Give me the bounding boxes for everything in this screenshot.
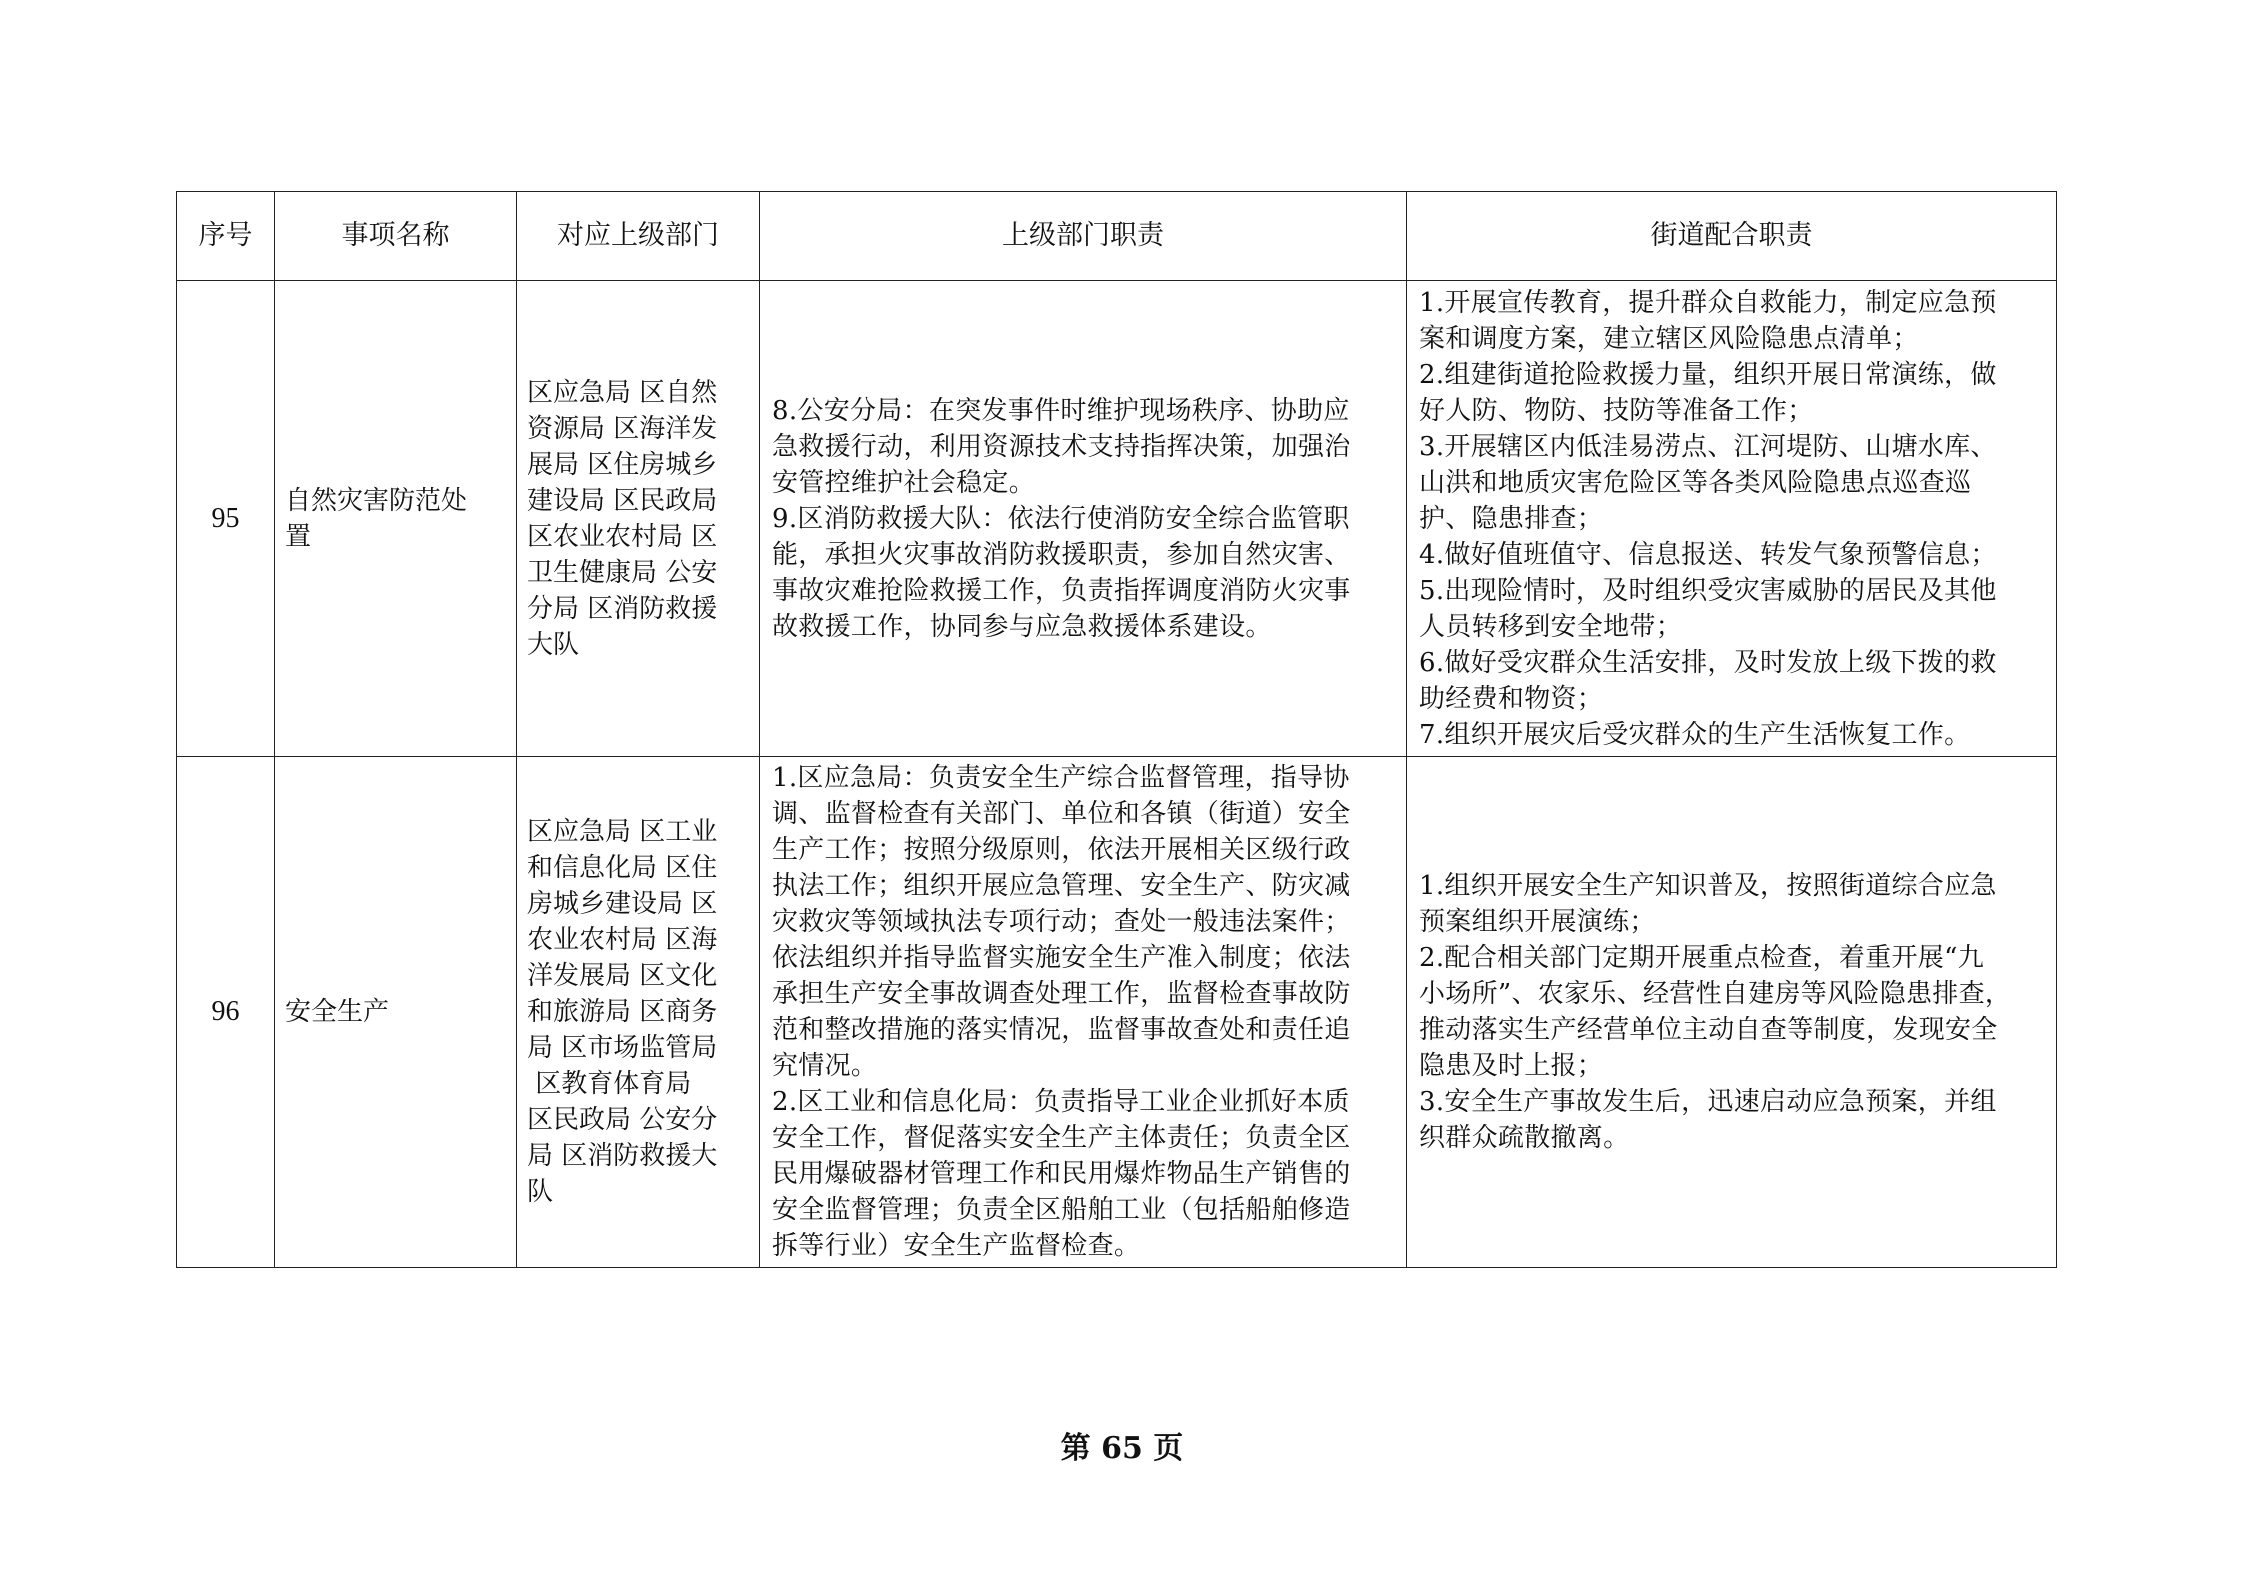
cell-text-line: 置: [285, 521, 312, 552]
cell-text-line: 究情况。: [772, 1051, 878, 1081]
cell-text-line: 自然灾害防范处: [285, 485, 468, 516]
cell-text-line: 卫生健康局 公安: [527, 557, 718, 588]
cell-text-line: 房城乡建设局 区: [527, 889, 718, 919]
cell-item-name: [275, 757, 517, 1268]
cell-superior-duties: [760, 281, 1407, 757]
cell-text-line: 大队: [527, 629, 580, 660]
cell-item-name: [275, 281, 517, 757]
cell-text-line: 承担生产安全事故调查处理工作，监督检查事故防: [772, 979, 1351, 1009]
cell-text-line: 2.配合相关部门定期开展重点检查，着重开展“九: [1419, 943, 1984, 973]
header-seq: 序号: [177, 192, 275, 281]
cell-text-line: 范和整改措施的落实情况，监督事故查处和责任追: [772, 1015, 1351, 1045]
cell-text-line: 事故灾难抢险救援工作，负责指挥调度消防火灾事: [772, 575, 1351, 606]
header-superior-duties: 上级部门职责: [760, 192, 1407, 281]
cell-text-line: 预案组织开展演练；: [1419, 907, 1656, 937]
header-superior-dept: 对应上级部门: [517, 192, 760, 281]
responsibility-table-container: [176, 191, 2056, 1268]
cell-text-line: 织群众疏散撤离。: [1419, 1123, 1630, 1153]
cell-text-line: 生产工作；按照分级原则，依法开展相关区级行政: [772, 835, 1351, 865]
cell-text-line: 资源局 区海洋发: [527, 413, 718, 444]
cell-text-line: 能，承担火灾事故消防救援职责，参加自然灾害、: [772, 539, 1351, 570]
cell-text-line: 推动落实生产经营单位主动自查等制度，发现安全: [1419, 1015, 1998, 1045]
cell-text-line: 案和调度方案，建立辖区风险隐患点清单；: [1419, 323, 1919, 354]
cell-text-line: 9.区消防救援大队：依法行使消防安全综合监管职: [772, 503, 1350, 534]
cell-text-line: 区应急局 区工业: [527, 817, 718, 847]
cell-text-line: 拆等行业）安全生产监督检查。: [772, 1231, 1141, 1261]
cell-text-line: 好人防、物防、技防等准备工作；: [1419, 395, 1814, 426]
cell-text-line: 8.公安分局：在突发事件时维护现场秩序、协助应: [772, 395, 1350, 426]
cell-text-line: 7.组织开展灾后受灾群众的生产生活恢复工作。: [1419, 719, 1971, 750]
cell-text-line: 急救援行动，利用资源技术支持指挥决策，加强治: [772, 431, 1351, 462]
cell-text-line: 建设局 区民政局: [527, 485, 718, 516]
cell-superior-dept: [517, 281, 760, 757]
cell-text-line: 安全生产: [285, 997, 390, 1027]
cell-text-line: 安管控维护社会稳定。: [772, 467, 1036, 498]
cell-text-line: 洋发展局 区文化: [527, 961, 718, 991]
cell-text-line: 灾救灾等领域执法专项行动；查处一般违法案件；: [772, 907, 1351, 937]
cell-text-line: 助经费和物资；: [1419, 683, 1604, 714]
cell-text-line: 和旅游局 区商务: [527, 997, 718, 1027]
cell-text-line: 展局 区住房城乡: [527, 449, 718, 480]
cell-text-line: 执法工作；组织开展应急管理、安全生产、防灾减: [772, 871, 1351, 901]
cell-text-line: 队: [527, 1177, 554, 1207]
cell-text-line: 区农业农村局 区: [527, 521, 718, 552]
cell-text-line: 6.做好受灾群众生活安排，及时发放上级下拨的救: [1419, 647, 1997, 678]
cell-text-line: 分局 区消防救援: [527, 593, 718, 624]
cell-seq: 96: [177, 757, 275, 1268]
cell-text-line: 依法组织并指导监督实施安全生产准入制度；依法: [772, 943, 1351, 973]
cell-text-line: 安全工作，督促落实安全生产主体责任；负责全区: [772, 1123, 1351, 1153]
cell-text-line: 4.做好值班值守、信息报送、转发气象预警信息；: [1419, 539, 1997, 570]
cell-text-line: 民用爆破器材管理工作和民用爆炸物品生产销售的: [772, 1159, 1351, 1189]
cell-text-line: 区教育体育局: [527, 1069, 692, 1099]
cell-text-line: 区应急局 区自然: [527, 377, 718, 408]
cell-text-line: 人员转移到安全地带；: [1419, 611, 1683, 642]
cell-text-line: 2.组建街道抢险救援力量，组织开展日常演练，做: [1419, 359, 1997, 390]
cell-street-duties: [1407, 757, 2057, 1268]
cell-text-line: 3.开展辖区内低洼易涝点、江河堤防、山塘水库、: [1419, 431, 1997, 462]
cell-text-line: 3.安全生产事故发生后，迅速启动应急预案，并组: [1419, 1087, 1997, 1117]
cell-text-line: 区民政局 公安分: [527, 1105, 718, 1135]
cell-text-line: 局 区消防救援大: [527, 1141, 718, 1171]
cell-text-line: 故救援工作，协同参与应急救援体系建设。: [772, 611, 1272, 642]
header-item-name: 事项名称: [275, 192, 517, 281]
cell-superior-dept: [517, 757, 760, 1268]
header-street-duties: 街道配合职责: [1407, 192, 2057, 281]
cell-text-line: 1.开展宣传教育，提升群众自救能力，制定应急预: [1419, 287, 1997, 318]
table-row: [177, 757, 2057, 1268]
cell-text-line: 1.区应急局：负责安全生产综合监督管理，指导协: [772, 763, 1350, 793]
cell-text-line: 安全监督管理；负责全区船舶工业（包括船舶修造: [772, 1195, 1351, 1225]
cell-text-line: 和信息化局 区住: [527, 853, 718, 883]
cell-text-line: 调、监督检查有关部门、单位和各镇（街道）安全: [772, 799, 1351, 829]
cell-text-line: 2.区工业和信息化局：负责指导工业企业抓好本质: [772, 1087, 1350, 1117]
page-number: 第 65 页: [1060, 1431, 1184, 1466]
cell-text-line: 山洪和地质灾害危险区等各类风险隐患点巡查巡: [1419, 467, 1972, 498]
cell-street-duties: [1407, 281, 2057, 757]
responsibility-table: [176, 191, 2057, 1268]
table-row: [177, 281, 2057, 757]
cell-text-line: 护、隐患排查；: [1419, 503, 1604, 534]
cell-text-line: 局 区市场监管局: [527, 1033, 718, 1063]
table-header-row: [177, 192, 2057, 281]
cell-text-line: 1.组织开展安全生产知识普及，按照街道综合应急: [1419, 871, 1997, 901]
cell-seq: 95: [177, 281, 275, 757]
cell-text-line: 5.出现险情时，及时组织受灾害威胁的居民及其他: [1419, 575, 1997, 606]
cell-text-line: 小场所”、农家乐、经营性自建房等风险隐患排查，: [1419, 979, 2012, 1009]
cell-text-line: 隐患及时上报；: [1419, 1051, 1604, 1081]
cell-text-line: 农业农村局 区海: [527, 925, 718, 955]
cell-superior-duties: [760, 757, 1407, 1268]
